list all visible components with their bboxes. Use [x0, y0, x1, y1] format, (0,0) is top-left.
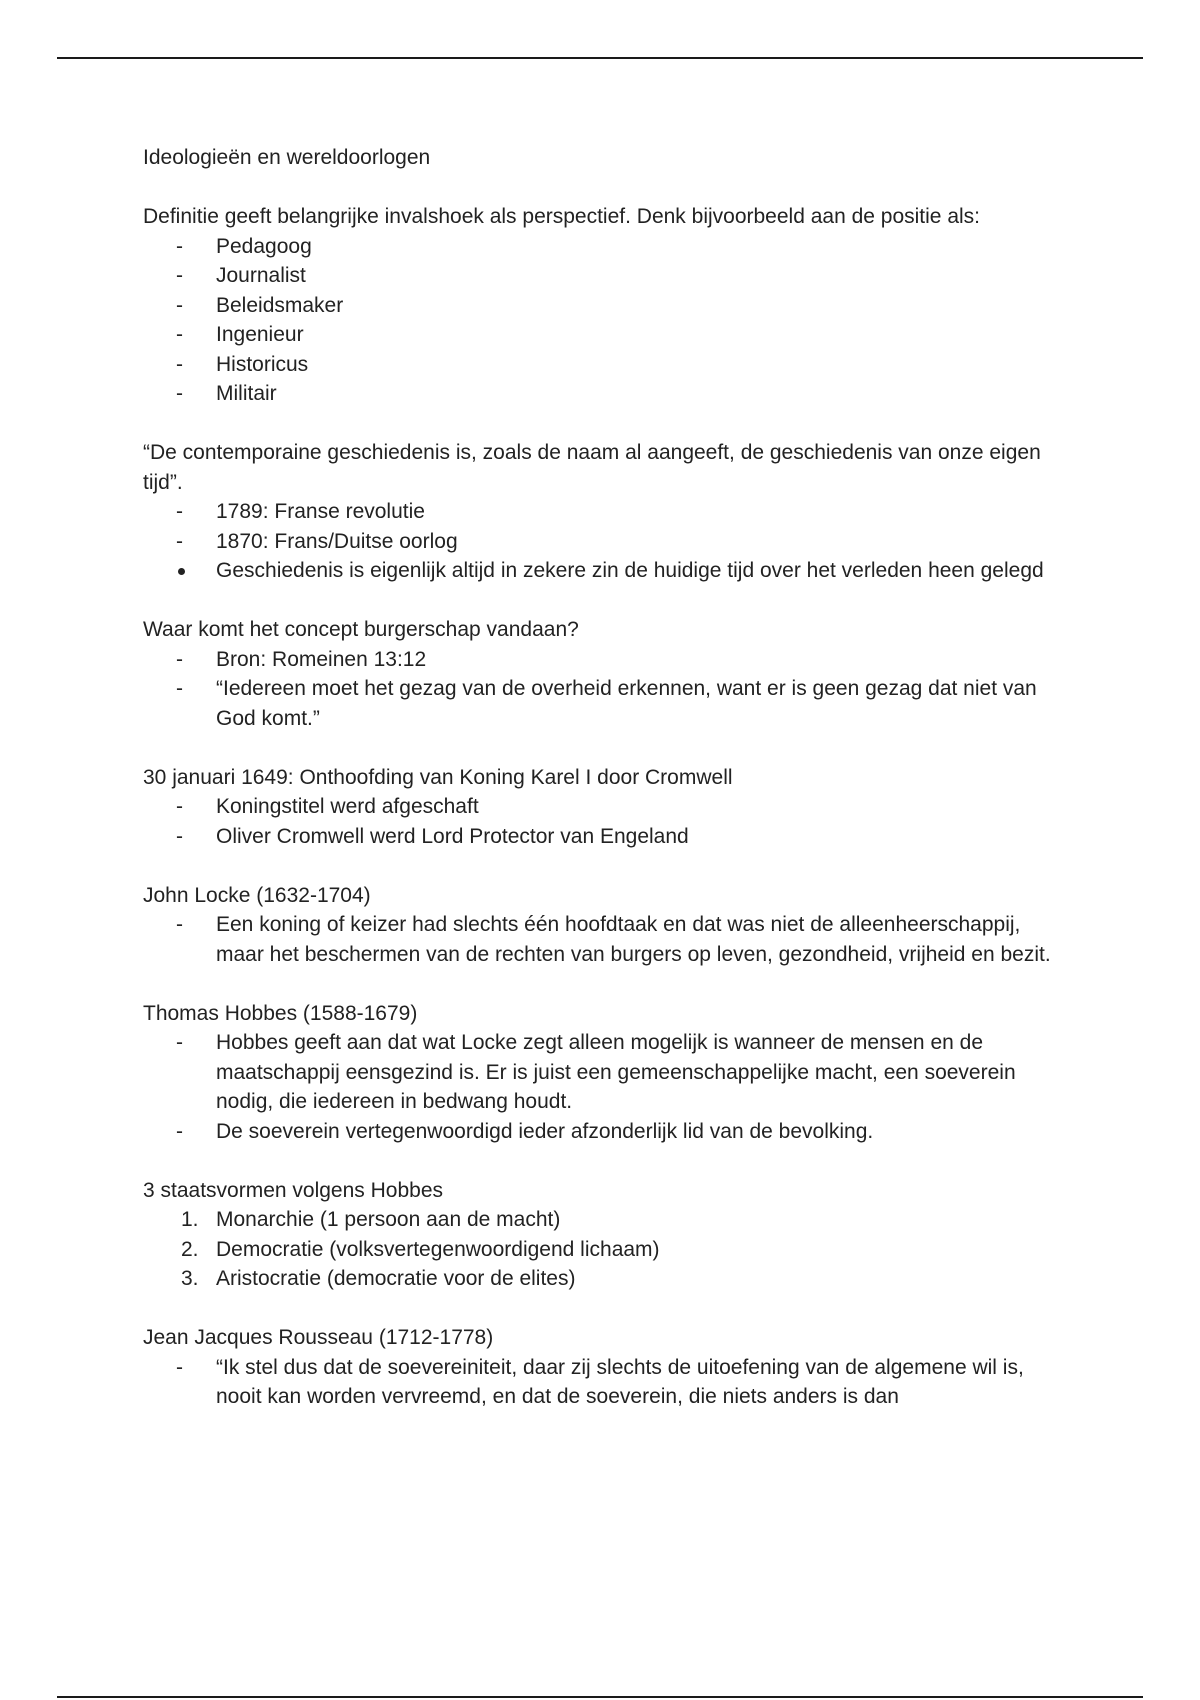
cromwell-section [143, 763, 1073, 852]
list-item: Geschiedenis is eigenlijk altijd in zekere zin de huidige tijd over het verleden heen gelegd [216, 559, 1044, 582]
dash-marker [176, 497, 206, 527]
list-item: - Militair [143, 379, 1073, 409]
dash-marker [176, 527, 206, 557]
list-item: - Oliver Cromwell werd Lord Protector van Engeland [143, 822, 1073, 852]
list-item: - Een koning of keizer had slechts één hoofdtaak en dat was niet de alleenheerschappij, maar het beschermen van de rechten van burgers op leven, gezondheid, vrijheid en bezit. [143, 910, 1073, 969]
forms-heading: 3 staatsvormen volgens Hobbes [143, 1178, 443, 1202]
dash-marker [176, 792, 206, 822]
list-item: - 1789: Franse revolutie [143, 497, 1073, 527]
intro-text: Definitie geeft belangrijke invalshoek als perspectief. Denk bijvoorbeeld aan de positie als: [143, 205, 980, 228]
dash-marker [176, 320, 206, 350]
rousseau-list [143, 1353, 1073, 1412]
locke-heading: John Locke (1632-1704) [143, 883, 371, 907]
list-item: - Ingenieur [143, 320, 1073, 350]
list-item: - Journalist [143, 261, 1073, 291]
contemporary-list [143, 497, 1073, 586]
bottom-rule [57, 1696, 1143, 1698]
list-item: - “Iedereen moet het gezag van de overheid erkennen, want er is geen gezag dat niet van God komt.” [143, 674, 1073, 733]
dash-marker [176, 350, 206, 380]
citizenship-list [143, 645, 1073, 734]
forms-section [143, 1176, 1073, 1294]
dash-marker [176, 1028, 206, 1058]
document-title: Ideologieën en wereldoorlogen [143, 146, 431, 169]
rousseau-section [143, 1323, 1073, 1412]
number-marker: 1. [181, 1208, 199, 1231]
cromwell-list [143, 792, 1073, 851]
rousseau-heading: Jean Jacques Rousseau (1712-1778) [143, 1326, 494, 1349]
dash-marker [176, 1353, 206, 1383]
forms-list [143, 1205, 1073, 1294]
list-item: - Bron: Romeinen 13:12 [143, 645, 1073, 675]
locke-section [143, 881, 1073, 970]
intro-section [143, 202, 1073, 409]
list-item: 2. Democratie (volksvertegenwoordigend lichaam) [143, 1235, 1073, 1265]
top-rule [57, 57, 1143, 59]
citizenship-section [143, 615, 1073, 733]
dash-marker [176, 379, 206, 409]
hobbes-heading: Thomas Hobbes (1588-1679) [143, 1001, 418, 1025]
dash-marker [176, 232, 206, 262]
dash-marker [176, 910, 206, 940]
contemporary-section [143, 438, 1073, 586]
list-item: - “Ik stel dus dat de soevereiniteit, daar zij slechts de uitoefening van de algemene wil is, nooit kan worden vervreemd, en dat de soeverein, die niets anders is dan [143, 1353, 1073, 1412]
dash-marker [176, 1117, 206, 1147]
dash-marker [176, 291, 206, 321]
number-marker: 3. [181, 1267, 199, 1290]
list-item: - Koningstitel werd afgeschaft [143, 792, 1073, 822]
list-item: 3. Aristocratie (democratie voor de elites) [143, 1264, 1073, 1294]
contemporary-quote: “De contemporaine geschiedenis is, zoals de naam al aangeeft, de geschiedenis van onze eigen tijd”. [143, 441, 1041, 494]
dash-marker [176, 674, 206, 704]
dash-marker [176, 645, 206, 675]
list-item: - De soeverein vertegenwoordigd ieder afzonderlijk lid van de bevolking. [143, 1117, 1073, 1147]
document-body [143, 143, 1073, 1441]
list-item: - Historicus [143, 350, 1073, 380]
dash-marker [176, 261, 206, 291]
list-item: - Pedagoog [143, 232, 1073, 262]
dash-marker [176, 822, 206, 852]
list-item: - Hobbes geeft aan dat wat Locke zegt alleen mogelijk is wanneer de mensen en de maatschappij eensgezind is. Er is juist een gemeenschappelijke macht, een soeverein nodig, die iedereen in bedwang houdt. [143, 1028, 1073, 1117]
cromwell-heading: 30 januari 1649: Onthoofding van Koning Karel I door Cromwell [143, 765, 733, 789]
intro-list [143, 232, 1073, 409]
number-marker: 2. [181, 1237, 199, 1261]
hobbes-list [143, 1028, 1073, 1146]
locke-list [143, 910, 1073, 969]
list-item: 1. Monarchie (1 persoon aan de macht) [143, 1205, 1073, 1235]
citizenship-heading: Waar komt het concept burgerschap vandaan? [143, 618, 579, 641]
list-item: - Beleidsmaker [143, 291, 1073, 321]
title-section [143, 143, 1073, 173]
hobbes-section [143, 999, 1073, 1147]
list-item: - 1870: Frans/Duitse oorlog [143, 527, 1073, 557]
